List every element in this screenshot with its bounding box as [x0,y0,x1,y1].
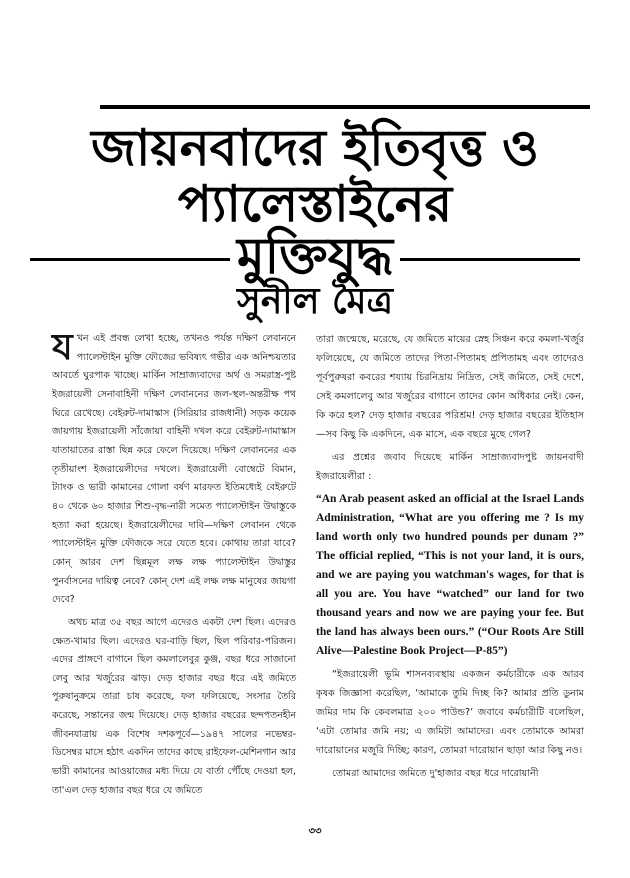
drop-cap: য [52,327,73,368]
right-paragraph-2: এর প্রশ্নের জবাব দিয়েছে মার্কিন সাম্রাজ্যবাদপুষ্ট জায়নবাদী ইজরায়েলীরা : [316,452,584,482]
article-title-line-2: প্যালেস্তাইনের [177,175,453,233]
title-right-rule [400,258,580,261]
right-paragraph-3: “ইজরায়েলী ভূমি শাসনব্যবস্থায় একজন কর্মচারীকে এক আরব কৃষক জিজ্ঞাসা করেছিল, ‘আমাকে তুমি দিচ্ছ কি? আমার প্রতি ডুনাম জমির দাম কি কেবলমাত্র ২০০ পাউন্ড?’ জবাবে কর্মচারীটি বলেছিল, ‘এটা তোমার জমি নয়; এ জমিটা আমাদের। এবং তোমাকে আমরা দারোয়ানের মজুরি দিচ্ছি; কারণ, তোমরা দারোয়ান ছাড়া আর কিছু নও। [316,669,584,756]
article-title-line-3: মুক্তিযুদ্ধ [236,227,394,285]
article-title-line-1: জায়নবাদের ইতিবৃত্ত ও [91,119,539,177]
page-number: ৩৩ [308,826,322,837]
left-paragraph-1: যখন এই প্রবন্ধ লেখা হচ্ছে, তখনও পর্যন্ত দক্ষিণ লেবাননে প্যালেস্টাইন মুক্তি ফৌজের ভবিষ্যৎ গভীর এক অনিশ্চয়তার আবর্তে ঘুরপাক খাচ্ছে। মার্কিন সাম্রাজ্যবাদের অর্থ ও সমরাস্ত্র-পুষ্ট ইজরায়েলী সেনাবাহিনী দক্ষিণ লেবাননের জল-স্থল-অন্তরীক্ষ পথ ঘিরে রেখেছে। বেইরুট-দামাস্কাস (সিরিয়ার রাজধানী) সড়ক কয়েক জায়গায় ইজরায়েলী সাঁজোয়া বাহিনী দখল করে বেইরুট-দামাস্কাস যাতায়াতের রাস্তা ছিন্ন করে ফেলে দিয়েছে। দক্ষিণ লেবাননের এক তৃতীয়াংশ ইজরায়েলীদের দখলে। ইজরায়েলী বোম্বেটে বিমান, ট্যাংক ও ভারী কামানের গোলা বর্ষণ মারফত ইতিমধ্যেই বেইরুটে ৪০ থেকে ৬০ হাজার শিশু-বৃদ্ধ-নারী সমেত প্যালেস্টাইন উদ্বাস্তুকে হত্যা করা হয়েছে। ইজরায়েলীদের দাবি—দক্ষিণ লেবানন থেকে প্যালেস্টাইন মুক্তি ফৌজকে সরে যেতে হবে। কোথায় তারা যাবে? কোন্ আরব দেশ ছিন্নমূল লক্ষ লক্ষ প্যালেস্টাইন উদ্বাস্তুর পুনর্বাসনের দায়িত্ব নেবে? কোন্ দেশ এই লক্ষ লক্ষ মানুষের জায়গা দেবে? [52,327,296,606]
article-author: সুনীল মৈত্র [237,281,393,322]
right-column [316,330,584,787]
left-paragraph-2: অথচ মাত্র ৩৫ বছর আগে এদেরও একটা দেশ ছিল। এদেরও ক্ষেত-খামার ছিল। এদেরও ঘর-বাড়ি ছিল, ছিল পরিবার-পরিজন। এদের প্রাঙ্গণে বাগানে ছিল কমলালেবুর কুঞ্জ, বছর ধরে সাজানো লেবু আর খর্জুরের ঝাড়। দেড় হাজার বছর ধরে এই জমিতে পুরুষানুক্রমে তারা চাষ করেছে, ফল ফলিয়েছে, সংসার তৈরি করেছে, সন্তানের জন্ম দিয়েছে। দেড় হাজার বছরের ছন্দপতনহীন জীবনযাত্রায় এক বিশেষ দশকপূর্বে—১৯৪৭ সালের নভেম্বর-ডিসেম্বর মাসে হঠাৎ একদিন তাদের কাছে রাইফেল-মেশিনগান আর ভারী কামানের আওয়াজের মধ্য দিয়ে যে বার্তা পৌঁছে দেওয়া হল, তা'এল দেড় হাজার বছর ধরে যে জমিতে [52,616,296,796]
english-quote: “An Arab peasent asked an official at the Israel Lands Administration, “What are you offering me ? Is my land worth only two hundred pounds per dunam ?” The official replied, “This is not your land, it is ours, and we are paying you watchman's wages, for that is all you are. You have “watched” our land for two thousand years and now we are paying your fee. But the land has always been ours.” (“Our Roots Are Still Alive—Palestine Book Project—P-85”) [316,493,584,657]
right-paragraph-4: তোমরা আমাদের জমিতে দু'হাজার বছর ধরে দারোয়ানী [332,768,539,779]
left-column [52,327,296,804]
top-rule [100,105,590,109]
right-paragraph-1: তারা জন্মেছে, মরেছে, যে জমিতে মায়ের স্নেহ সিঞ্চন করে কমলা-খর্জুর ফলিয়েছে, যে জমিতে তাদের পিতা-পিতামহ প্রপিতামহ এবং তাদেরও পূর্বপুরুষরা কবরের শয্যায় চিরনিদ্রায় নিদ্রিত, সেই জমিতে, সেই দেশে, সেই কমলালেবু আর খর্জুরের বাগানে তাদের কোন অধিকার নেই। কেন, কি করে হল? দেড় হাজার বছরের পরিশ্রম! দেড় হাজার বছরের ইতিহাস—সব কিছু কি একদিনে, এক মাসে, এক বছরে মুছে গেল? [316,334,584,440]
